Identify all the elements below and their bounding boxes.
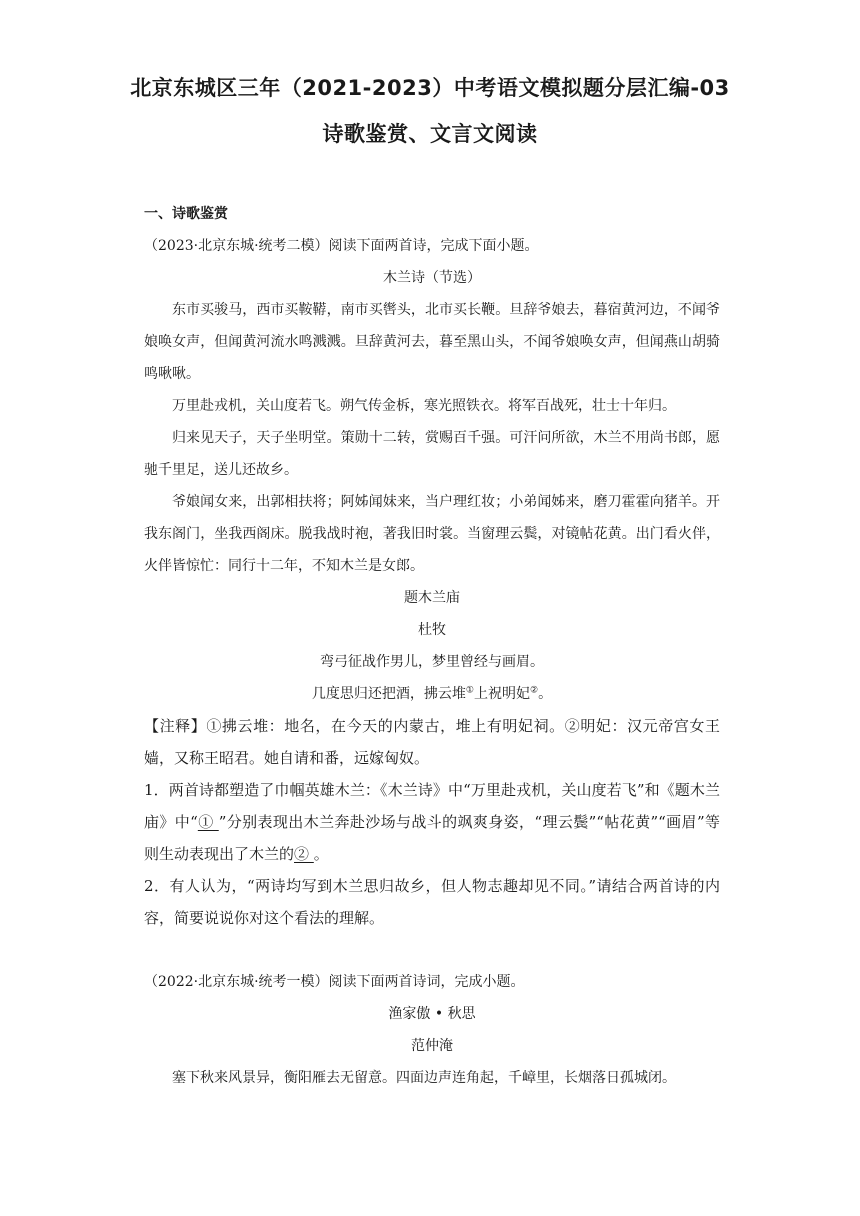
poem-line-text: 上祝明妃 [474, 686, 530, 702]
poem-line-text: 几度思归还把酒，拂云堆 [311, 686, 466, 702]
document-title-line2: 诗歌鉴赏、文言文阅读 [322, 122, 538, 146]
poem-title: 题木兰庙 [404, 590, 460, 606]
question-source: （2022·北京东城·统考一模）阅读下面两首诗词，完成小题。 [144, 974, 525, 990]
footnote-mark: ② [530, 685, 539, 696]
document-title-line1: 北京东城区三年（2021-2023）中考语文模拟题分层汇编-03 [130, 76, 730, 100]
question-text: 1．两首诗都塑造了巾帼英雄木兰：《木兰诗》中“万里赴戎机，关山度若飞”和《题木兰庙》中“ [144, 781, 720, 831]
poem-line-text: 。 [538, 686, 553, 702]
question-source: （2023·北京东城·统考二模）阅读下面两首诗，完成下面小题。 [144, 238, 539, 254]
poem-paragraph: 爷娘闻女来，出郭相扶将；阿姊闻妹来，当户理红妆；小弟闻姊来，磨刀霍霍向猪羊。开我东阁门，坐我西阁床。脱我战时袍，著我旧时裳。当窗理云鬓，对镜帖花黄。出门看火伴，火伴皆惊忙：同行十二年，不知木兰是女郎。 [144, 494, 720, 574]
poem-paragraph: 东市买骏马，西市买鞍鞯，南市买辔头，北市买长鞭。旦辞爷娘去，暮宿黄河边，不闻爷娘唤女声，但闻黄河流水鸣溅溅。旦辞黄河去，暮至黑山头，不闻爷娘唤女声，但闻燕山胡骑鸣啾啾。 [144, 302, 720, 382]
poem-title: 渔家傲 • 秋思 [388, 1006, 476, 1022]
question-text: ”分别表现出木兰奔赴沙场与战斗的飒爽身姿，“理云鬓”“帖花黄”“画眉”等则生动表现出了木兰的 [144, 813, 720, 863]
spacer [144, 934, 720, 966]
answer-blank[interactable]: ② [294, 845, 314, 863]
poem-author: 杜牧 [418, 622, 446, 638]
poem-author: 范仲淹 [411, 1038, 453, 1054]
question-text: 。 [313, 845, 329, 863]
poem-paragraph: 万里赴戎机，关山度若飞。朔气传金柝，寒光照铁衣。将军百战死，壮士十年归。 [172, 398, 676, 414]
poem-paragraph: 归来见天子，天子坐明堂。策勋十二转，赏赐百千强。可汗问所欲，木兰不用尚书郎，愿驰千里足，送儿还故乡。 [144, 430, 720, 478]
poem-line [144, 678, 720, 710]
poem-line: 塞下秋来风景异，衡阳雁去无留意。四面边声连角起，千嶂里，长烟落日孤城闭。 [172, 1070, 676, 1086]
annotation-note: 【注释】①拂云堆：地名，在今天的内蒙古，堆上有明妃祠。②明妃：汉元帝宫女王嫱，又称王昭君。她自请和番，远嫁匈奴。 [144, 717, 720, 767]
answer-blank[interactable]: ① [197, 813, 219, 831]
question-1 [144, 774, 720, 870]
section-heading: 一、诗歌鉴赏 [144, 206, 228, 222]
footnote-mark: ① [465, 685, 474, 696]
question-2: 2．有人认为，“两诗均写到木兰思归故乡，但人物志趣却见不同。”请结合两首诗的内容，简要说说你对这个看法的理解。 [144, 877, 720, 927]
poem-line: 弯弓征战作男儿，梦里曾经与画眉。 [320, 654, 544, 670]
document-body [144, 198, 720, 1094]
poem-title: 木兰诗（节选） [383, 270, 481, 286]
